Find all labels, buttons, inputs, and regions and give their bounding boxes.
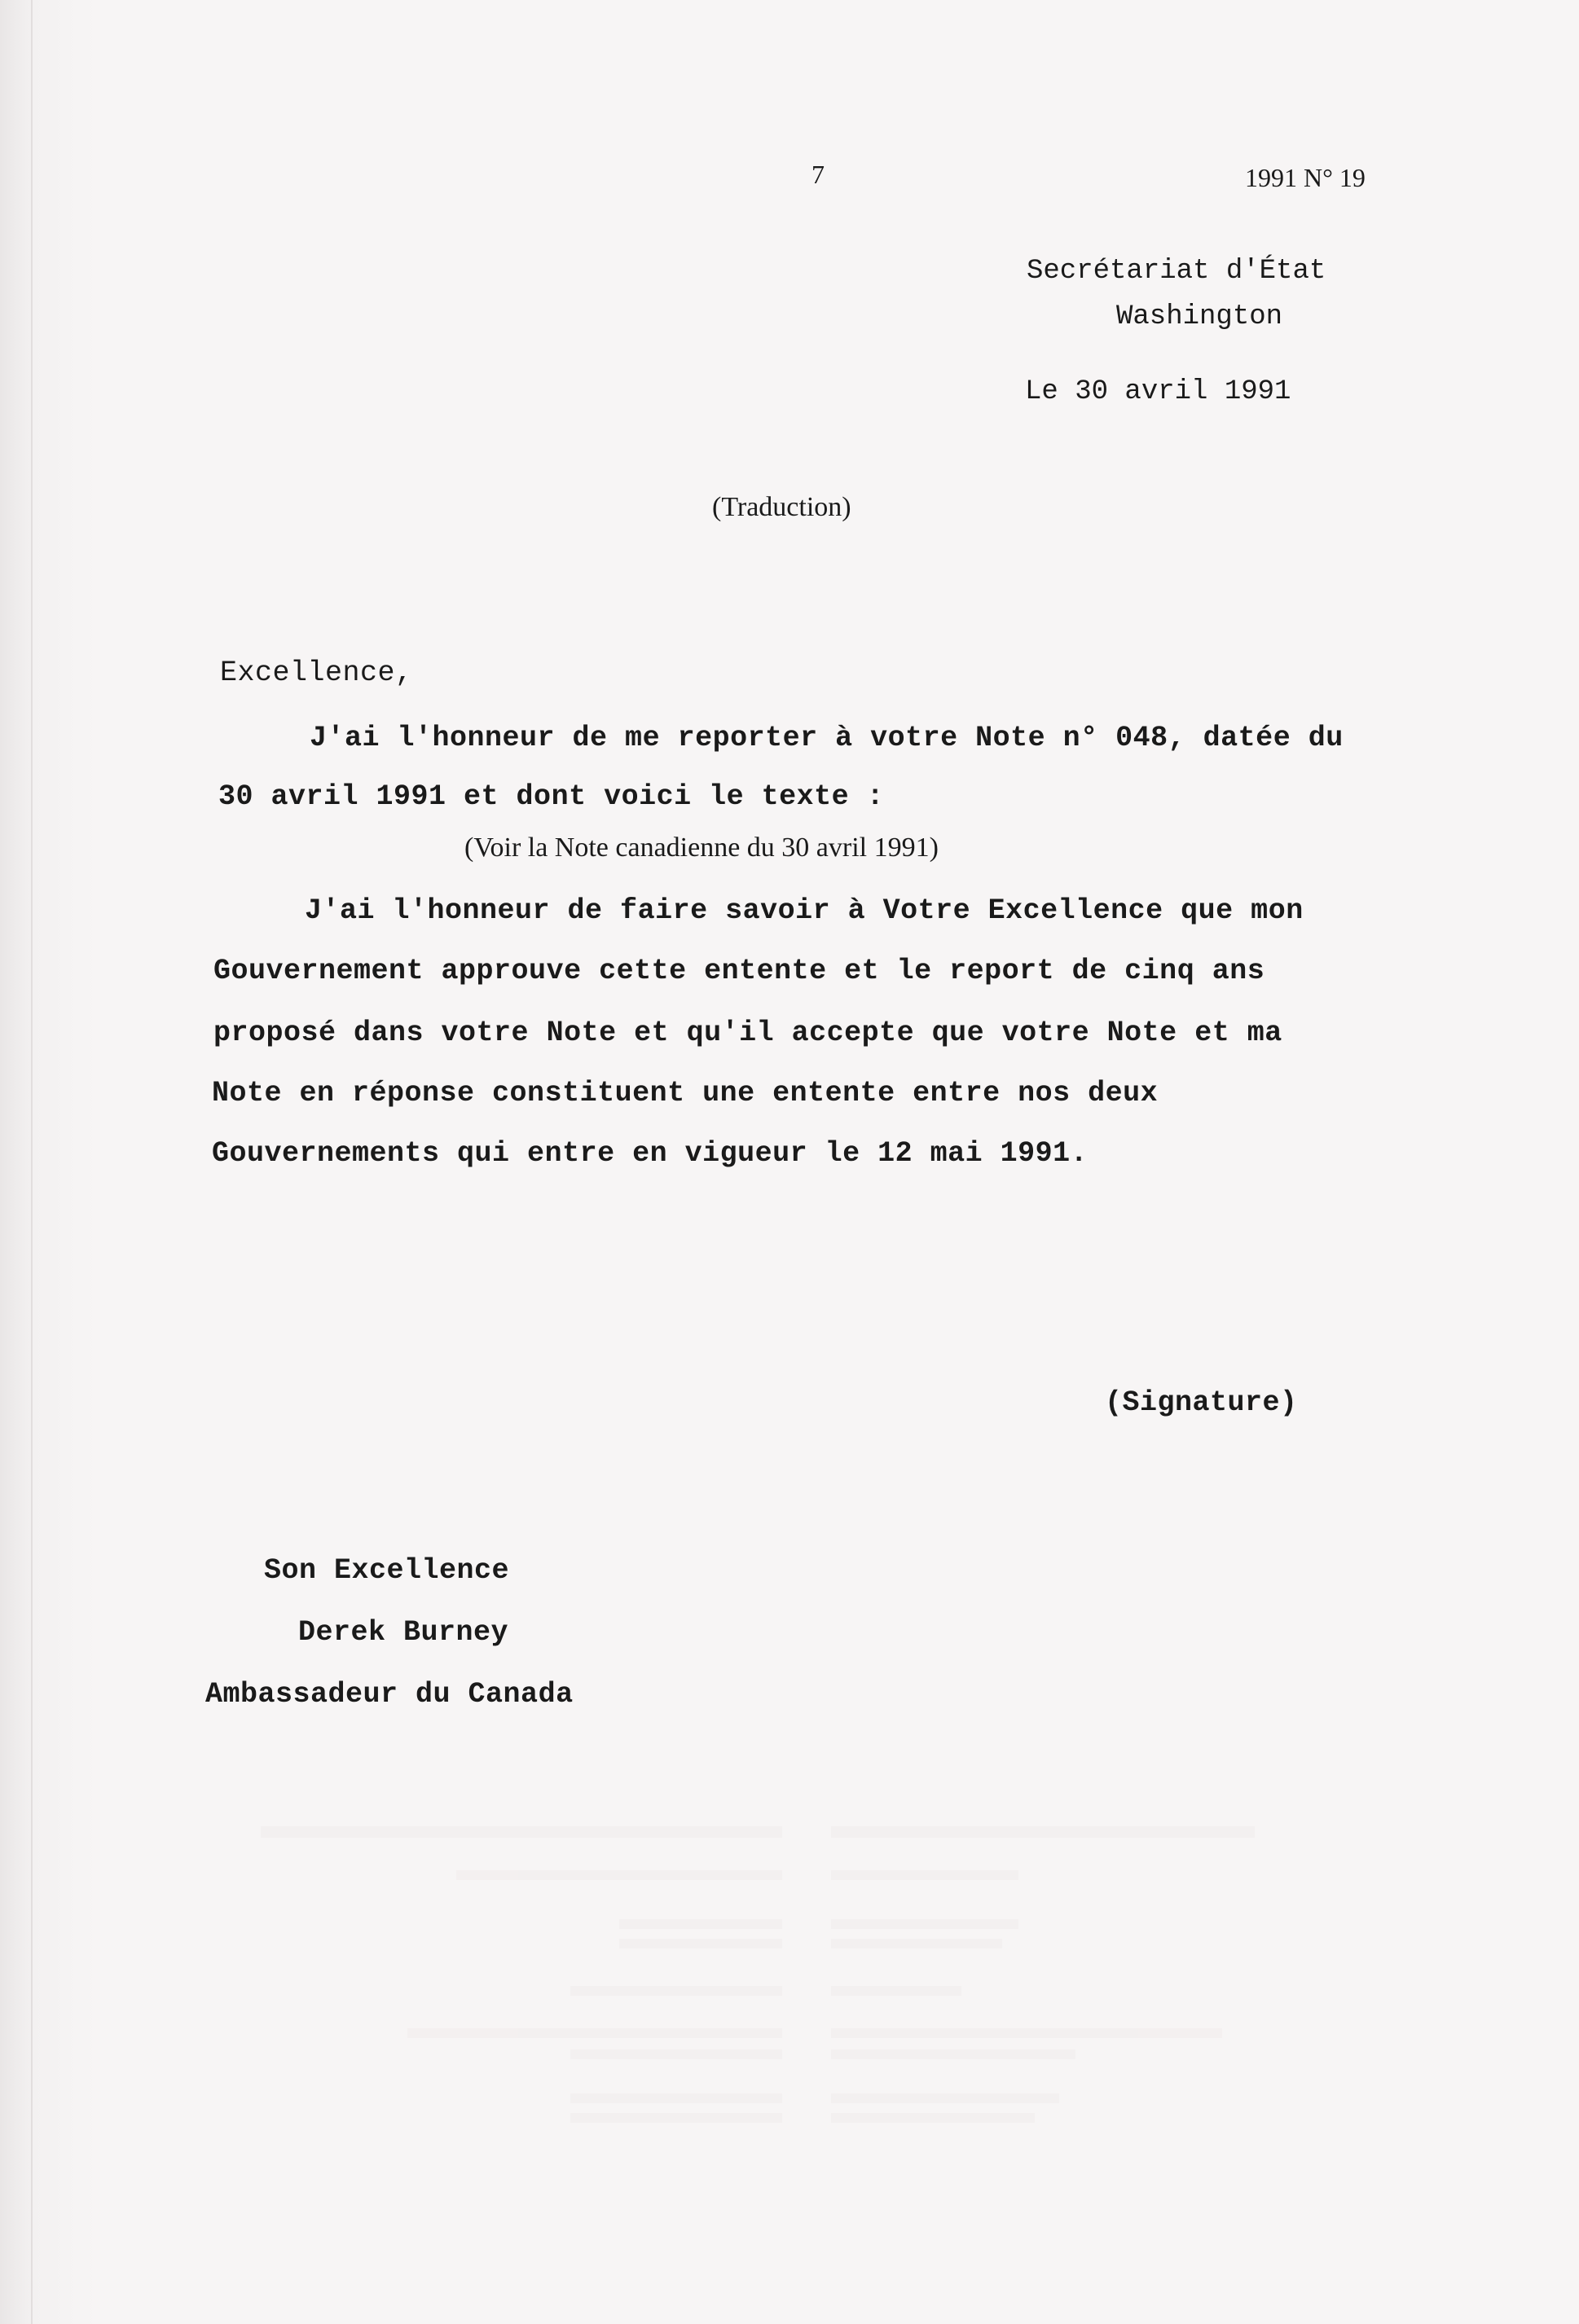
- translation-note: (Traduction): [712, 492, 851, 522]
- bleed-through-texture: [261, 1817, 1263, 2159]
- quoted-note-reference: (Voir la Note canadienne du 30 avril 1991): [464, 833, 939, 863]
- paragraph-2-line-4: Note en réponse constituent une entente entre nos deux: [212, 1077, 1159, 1109]
- sender-city: Washington: [1116, 301, 1283, 332]
- signature: (Signature): [1105, 1386, 1298, 1419]
- paragraph-2-line-3: proposé dans votre Note et qu'il accepte que votre Note et ma: [213, 1017, 1282, 1049]
- letter-date: Le 30 avril 1991: [1025, 376, 1291, 407]
- sender-office: Secrétariat d'État: [1027, 256, 1326, 287]
- paragraph-1-line-2: 30 avril 1991 et dont voici le texte :: [218, 780, 885, 813]
- addressee-position: Ambassadeur du Canada: [205, 1678, 574, 1711]
- paragraph-2-line-1: J'ai l'honneur de faire savoir à Votre Excellence que mon: [305, 894, 1304, 927]
- addressee-name: Derek Burney: [298, 1616, 509, 1649]
- salutation: Excellence,: [220, 657, 413, 689]
- page-number: 7: [811, 160, 825, 189]
- paragraph-1-line-1: J'ai l'honneur de me reporter à votre Note n° 048, datée du: [310, 722, 1344, 754]
- document-number: 1991 N° 19: [1245, 163, 1366, 192]
- page-fold-shadow: [31, 0, 33, 2324]
- paragraph-2-line-5: Gouvernements qui entre en vigueur le 12 mai 1991.: [212, 1137, 1089, 1170]
- addressee-title: Son Excellence: [264, 1554, 510, 1587]
- paragraph-2-line-2: Gouvernement approuve cette entente et le report de cinq ans: [213, 955, 1265, 987]
